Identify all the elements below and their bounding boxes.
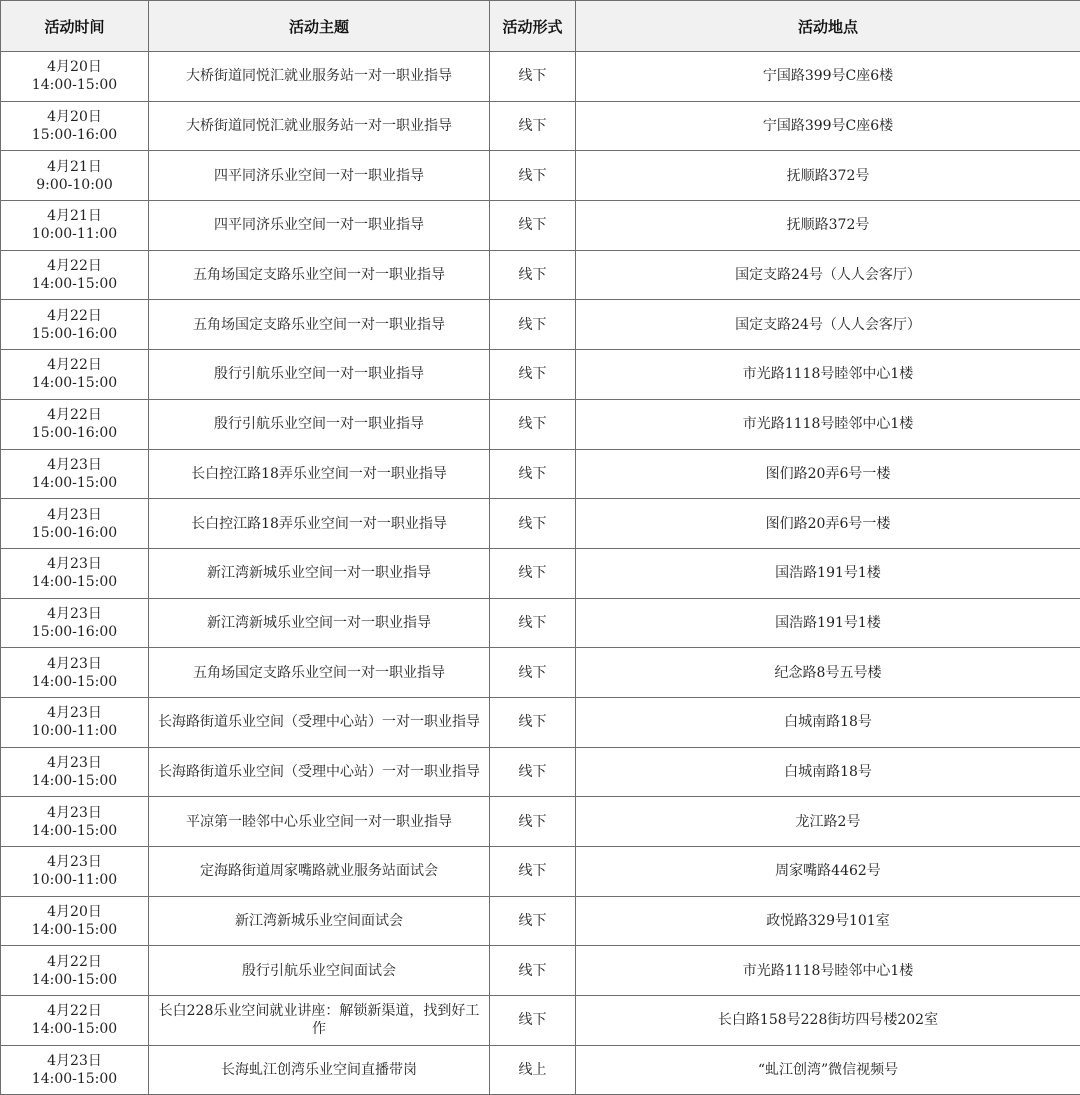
cell-topic: 定海路街道周家嘴路就业服务站面试会 (149, 847, 490, 897)
cell-time (1, 449, 149, 499)
column-header-time: 活动时间 (1, 1, 149, 52)
cell-form: 线下 (490, 52, 576, 102)
cell-form: 线下 (490, 946, 576, 996)
activity-date: 4月21日 (47, 158, 102, 175)
cell-time (1, 896, 149, 946)
cell-form: 线下 (490, 399, 576, 449)
activity-time-range: 14:00-15:00 (31, 822, 118, 839)
cell-time (1, 52, 149, 102)
cell-time (1, 151, 149, 201)
table-row (1, 797, 1080, 847)
activity-date: 4月23日 (47, 456, 102, 473)
activity-date: 4月23日 (47, 705, 102, 722)
activity-date: 4月20日 (47, 109, 102, 126)
cell-form: 线下 (490, 300, 576, 350)
cell-time (1, 201, 149, 251)
cell-time (1, 697, 149, 747)
cell-place: 白城南路18号 (576, 697, 1080, 747)
activity-time-range: 15:00-16:00 (31, 325, 118, 342)
activity-time-range: 14:00-15:00 (31, 1021, 118, 1038)
activity-time-range: 10:00-11:00 (31, 723, 118, 740)
cell-time (1, 598, 149, 648)
cell-topic: 五角场国定支路乐业空间一对一职业指导 (149, 250, 490, 300)
cell-place: 白城南路18号 (576, 747, 1080, 797)
activity-time-range: 15:00-16:00 (31, 425, 118, 442)
cell-form: 线下 (490, 499, 576, 549)
table-body (1, 52, 1080, 1095)
cell-topic: 长白228乐业空间就业讲座：解锁新渠道，找到好工作 (149, 996, 490, 1046)
header-row (1, 1, 1080, 52)
cell-topic: 新江湾新城乐业空间面试会 (149, 896, 490, 946)
table-row (1, 1045, 1080, 1095)
cell-form: 线上 (490, 1045, 576, 1095)
cell-time (1, 101, 149, 151)
table-row (1, 350, 1080, 400)
cell-place: 宁国路399号C座6楼 (576, 52, 1080, 102)
activity-time-range: 14:00-15:00 (31, 1071, 118, 1088)
activity-time-range: 10:00-11:00 (31, 872, 118, 889)
cell-topic: 大桥街道同悦汇就业服务站一对一职业指导 (149, 52, 490, 102)
cell-place: 宁国路399号C座6楼 (576, 101, 1080, 151)
cell-topic: 新江湾新城乐业空间一对一职业指导 (149, 548, 490, 598)
table-row (1, 399, 1080, 449)
cell-place: 国浩路191号1楼 (576, 598, 1080, 648)
cell-time (1, 747, 149, 797)
table-row (1, 250, 1080, 300)
cell-topic: 长海路街道乐业空间（受理中心站）一对一职业指导 (149, 747, 490, 797)
cell-place: 龙江路2号 (576, 797, 1080, 847)
cell-time (1, 648, 149, 698)
activity-time-range: 14:00-15:00 (31, 574, 118, 591)
activity-time-range: 14:00-15:00 (31, 375, 118, 392)
cell-place: 抚顺路372号 (576, 151, 1080, 201)
cell-place: 市光路1118号睦邻中心1楼 (576, 350, 1080, 400)
cell-form: 线下 (490, 250, 576, 300)
activity-time-range: 10:00-11:00 (31, 226, 118, 243)
cell-form: 线下 (490, 598, 576, 648)
activity-date: 4月23日 (47, 605, 102, 622)
activity-date: 4月23日 (47, 1053, 102, 1070)
cell-time (1, 499, 149, 549)
cell-place: 市光路1118号睦邻中心1楼 (576, 399, 1080, 449)
cell-topic: 殷行引航乐业空间一对一职业指导 (149, 350, 490, 400)
cell-topic: 新江湾新城乐业空间一对一职业指导 (149, 598, 490, 648)
table-row (1, 747, 1080, 797)
cell-time (1, 797, 149, 847)
cell-topic: 长海虬江创湾乐业空间直播带岗 (149, 1045, 490, 1095)
cell-time (1, 350, 149, 400)
cell-time (1, 300, 149, 350)
table-row (1, 201, 1080, 251)
table-header (1, 1, 1080, 52)
table-row (1, 499, 1080, 549)
activity-date: 4月22日 (47, 1003, 102, 1020)
cell-form: 线下 (490, 101, 576, 151)
cell-place: 市光路1118号睦邻中心1楼 (576, 946, 1080, 996)
table-row (1, 300, 1080, 350)
cell-place: 国浩路191号1楼 (576, 548, 1080, 598)
cell-form: 线下 (490, 896, 576, 946)
activity-time-range: 14:00-15:00 (31, 276, 118, 293)
table-row (1, 697, 1080, 747)
cell-place: 抚顺路372号 (576, 201, 1080, 251)
activity-date: 4月22日 (47, 357, 102, 374)
activity-time-range: 14:00-15:00 (31, 922, 118, 939)
cell-place: 国定支路24号（人人会客厅） (576, 250, 1080, 300)
cell-place: 图们路20弄6号一楼 (576, 449, 1080, 499)
cell-place: 国定支路24号（人人会客厅） (576, 300, 1080, 350)
table-row (1, 648, 1080, 698)
cell-place: 政悦路329号101室 (576, 896, 1080, 946)
cell-topic: 长海路街道乐业空间（受理中心站）一对一职业指导 (149, 697, 490, 747)
activity-date: 4月22日 (47, 953, 102, 970)
cell-topic: 殷行引航乐业空间一对一职业指导 (149, 399, 490, 449)
cell-time (1, 1045, 149, 1095)
activity-date: 4月22日 (47, 407, 102, 424)
cell-form: 线下 (490, 449, 576, 499)
cell-topic: 四平同济乐业空间一对一职业指导 (149, 151, 490, 201)
column-header-topic: 活动主题 (149, 1, 490, 52)
cell-topic: 五角场国定支路乐业空间一对一职业指导 (149, 648, 490, 698)
activity-date: 4月23日 (47, 804, 102, 821)
cell-time (1, 399, 149, 449)
table-row (1, 598, 1080, 648)
activity-time-range: 14:00-15:00 (31, 772, 118, 789)
table-row (1, 847, 1080, 897)
cell-place: 图们路20弄6号一楼 (576, 499, 1080, 549)
activity-time-range: 14:00-15:00 (31, 474, 118, 491)
column-header-place: 活动地点 (576, 1, 1080, 52)
cell-time (1, 946, 149, 996)
table-row (1, 896, 1080, 946)
activity-date: 4月20日 (47, 904, 102, 921)
cell-time (1, 250, 149, 300)
cell-place: “虬江创湾”微信视频号 (576, 1045, 1080, 1095)
table-row (1, 946, 1080, 996)
cell-topic: 平凉第一睦邻中心乐业空间一对一职业指导 (149, 797, 490, 847)
activity-time-range: 14:00-15:00 (31, 77, 118, 94)
cell-place: 周家嘴路4462号 (576, 847, 1080, 897)
cell-form: 线下 (490, 151, 576, 201)
cell-topic: 五角场国定支路乐业空间一对一职业指导 (149, 300, 490, 350)
cell-form: 线下 (490, 697, 576, 747)
activity-time-range: 9:00-10:00 (36, 176, 113, 193)
cell-time (1, 996, 149, 1046)
cell-form: 线下 (490, 797, 576, 847)
cell-form: 线下 (490, 747, 576, 797)
table-row (1, 52, 1080, 102)
cell-form: 线下 (490, 996, 576, 1046)
cell-topic: 殷行引航乐业空间面试会 (149, 946, 490, 996)
cell-topic: 大桥街道同悦汇就业服务站一对一职业指导 (149, 101, 490, 151)
cell-form: 线下 (490, 648, 576, 698)
column-header-form: 活动形式 (490, 1, 576, 52)
cell-form: 线下 (490, 201, 576, 251)
activity-date: 4月21日 (47, 208, 102, 225)
activity-date: 4月23日 (47, 556, 102, 573)
activity-time-range: 15:00-16:00 (31, 127, 118, 144)
cell-place: 纪念路8号五号楼 (576, 648, 1080, 698)
activity-date: 4月23日 (47, 506, 102, 523)
activity-date: 4月23日 (47, 754, 102, 771)
activity-time-range: 14:00-15:00 (31, 673, 118, 690)
cell-time (1, 548, 149, 598)
cell-form: 线下 (490, 548, 576, 598)
activity-date: 4月23日 (47, 854, 102, 871)
table-row (1, 151, 1080, 201)
table-row (1, 996, 1080, 1046)
cell-topic: 长白控江路18弄乐业空间一对一职业指导 (149, 499, 490, 549)
activity-date: 4月22日 (47, 258, 102, 275)
table-row (1, 548, 1080, 598)
cell-form: 线下 (490, 350, 576, 400)
activity-time-range: 14:00-15:00 (31, 971, 118, 988)
activity-time-range: 15:00-16:00 (31, 623, 118, 640)
cell-topic: 四平同济乐业空间一对一职业指导 (149, 201, 490, 251)
activity-date: 4月22日 (47, 307, 102, 324)
cell-topic: 长白控江路18弄乐业空间一对一职业指导 (149, 449, 490, 499)
cell-time (1, 847, 149, 897)
activity-date: 4月20日 (47, 59, 102, 76)
cell-form: 线下 (490, 847, 576, 897)
table-row (1, 101, 1080, 151)
table-row (1, 449, 1080, 499)
cell-place: 长白路158号228街坊四号楼202室 (576, 996, 1080, 1046)
activity-date: 4月23日 (47, 655, 102, 672)
activity-time-range: 15:00-16:00 (31, 524, 118, 541)
